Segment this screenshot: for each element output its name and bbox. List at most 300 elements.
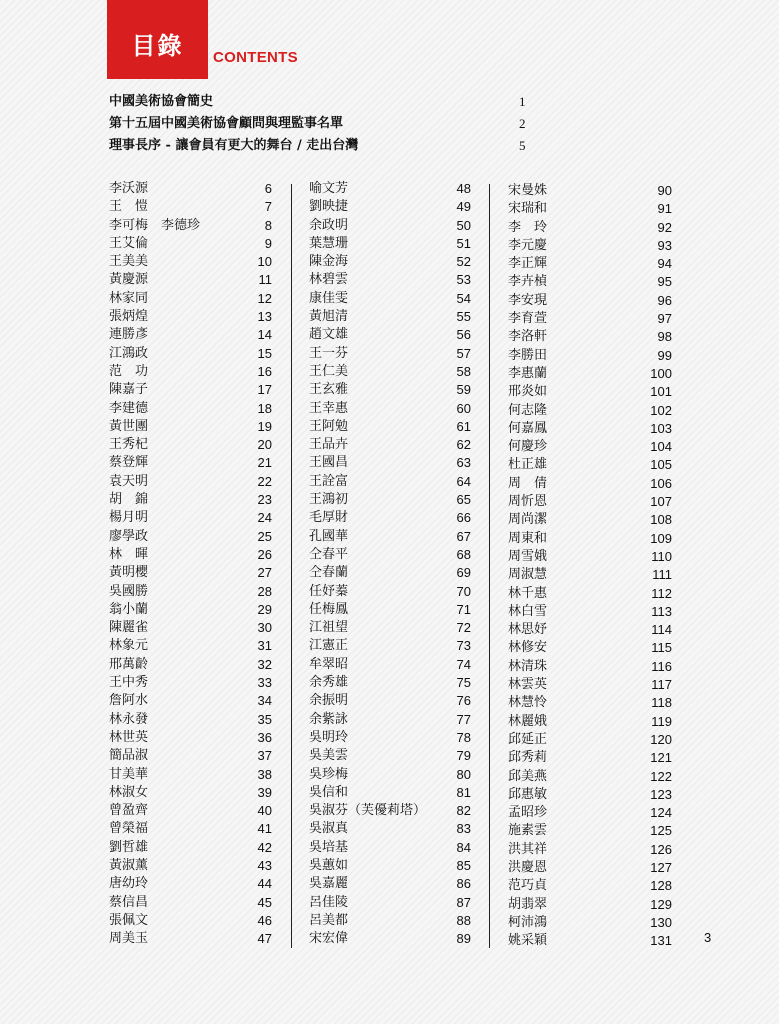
entry-page: 124 [650, 805, 672, 821]
artist-name: 黃旭清 [309, 309, 349, 325]
toc-entry[interactable] [109, 875, 272, 893]
page-number: 3 [704, 930, 712, 945]
toc-entry[interactable] [109, 656, 272, 674]
toc-entry[interactable] [508, 932, 672, 950]
toc-entry[interactable] [508, 420, 672, 438]
artist-name: 王 愷 [109, 199, 149, 215]
artist-name: 吳明玲 [309, 729, 349, 745]
entry-page: 66 [456, 510, 471, 526]
artist-name: 呂美都 [309, 912, 349, 928]
toc-entry[interactable] [309, 473, 471, 491]
toc-entry[interactable] [309, 491, 471, 509]
toc-entry[interactable] [109, 345, 272, 363]
entry-page: 11 [258, 272, 272, 288]
artist-name: 周淑慧 [508, 567, 548, 583]
toc-entry[interactable] [309, 381, 471, 399]
toc-entry[interactable] [508, 822, 672, 840]
toc-entry[interactable] [309, 217, 471, 235]
entry-page: 59 [456, 382, 471, 398]
toc-entry[interactable] [508, 694, 672, 712]
artist-name: 呂佳陵 [309, 894, 349, 910]
entry-page: 88 [456, 912, 471, 928]
toc-entry[interactable] [309, 290, 471, 308]
entry-page: 20 [257, 437, 272, 453]
artist-name: 劉映捷 [309, 199, 349, 215]
toc-entry[interactable] [508, 658, 672, 676]
entry-page: 76 [456, 693, 471, 709]
entry-page: 96 [657, 292, 672, 308]
artist-name: 林思妤 [508, 622, 548, 638]
toc-entry[interactable] [109, 857, 272, 875]
artist-name: 余秀雄 [309, 675, 349, 691]
artist-name: 任梅鳳 [309, 601, 349, 617]
entry-page: 42 [257, 839, 272, 855]
artist-name: 王鴻初 [309, 492, 349, 508]
entry-page: 114 [651, 622, 672, 638]
artist-name: 李惠蘭 [508, 365, 548, 381]
entry-page: 46 [257, 912, 272, 928]
entry-page: 107 [650, 494, 672, 510]
artist-name: 宋瑞和 [508, 201, 548, 217]
toc-entry[interactable] [508, 548, 672, 566]
entry-page: 123 [650, 786, 672, 802]
toc-entry[interactable] [508, 603, 672, 621]
artist-name: 陳金海 [309, 254, 349, 270]
entry-page: 48 [456, 181, 471, 196]
entry-page: 17 [257, 382, 272, 398]
toc-entry[interactable] [109, 820, 272, 838]
toc-entry[interactable] [508, 530, 672, 548]
artist-name: 林象元 [109, 638, 149, 654]
column-divider [489, 184, 490, 948]
entry-page: 79 [456, 748, 471, 764]
toc-entry[interactable] [109, 491, 272, 509]
toc-entry[interactable] [309, 528, 471, 546]
toc-entry[interactable] [309, 400, 471, 418]
entry-page: 78 [456, 729, 471, 745]
entry-page: 33 [257, 675, 272, 691]
artist-name: 黃慶源 [109, 272, 149, 288]
entry-page: 119 [651, 713, 672, 729]
toc-entry[interactable] [109, 473, 272, 491]
toc-entry[interactable] [109, 912, 272, 930]
entry-page: 37 [257, 748, 272, 764]
toc-entry[interactable] [508, 475, 672, 493]
entry-page: 32 [257, 656, 272, 672]
toc-entry[interactable] [309, 802, 471, 820]
entry-page: 98 [657, 329, 672, 345]
entry-page: 13 [257, 309, 272, 325]
toc-entry[interactable] [508, 749, 672, 767]
toc-entry[interactable] [508, 877, 672, 895]
toc-entry[interactable] [109, 601, 272, 619]
toc-entry[interactable] [109, 180, 272, 198]
artist-name: 王幸惠 [309, 400, 349, 416]
artist-name: 吳蕙如 [309, 857, 349, 873]
artist-name: 李 玲 [508, 219, 548, 235]
entry-page: 125 [650, 823, 672, 839]
toc-entry[interactable] [508, 621, 672, 639]
toc-entry[interactable] [508, 310, 672, 328]
toc-entry[interactable] [309, 454, 471, 472]
toc-entry[interactable] [109, 290, 272, 308]
artist-list-column-3 [508, 180, 672, 948]
artist-name: 江憲正 [309, 638, 349, 654]
toc-entry[interactable] [309, 656, 471, 674]
toc-entry[interactable] [309, 583, 471, 601]
artist-name: 吳淑芬（芙優莉塔） [309, 803, 427, 819]
toc-entry[interactable] [508, 731, 672, 749]
artist-name: 李育萱 [508, 311, 548, 327]
entry-page: 74 [456, 656, 471, 672]
toc-entry[interactable] [309, 894, 471, 912]
artist-name: 胡 錦 [109, 492, 149, 508]
entry-page: 83 [456, 821, 471, 837]
artist-name: 吳淑真 [309, 821, 349, 837]
intro-section [109, 91, 549, 157]
entry-page: 2 [519, 116, 526, 131]
toc-entry[interactable] [109, 747, 272, 765]
entry-page: 26 [257, 546, 272, 562]
toc-entry[interactable] [109, 546, 272, 564]
toc-entry[interactable] [309, 271, 471, 289]
artist-name: 林千惠 [508, 585, 548, 601]
artist-list-column-1 [109, 180, 272, 948]
artist-name: 仝春平 [309, 546, 349, 562]
entry-page: 93 [657, 237, 672, 253]
toc-entry[interactable] [508, 841, 672, 859]
toc-entry[interactable] [109, 271, 272, 289]
entry-page: 108 [650, 512, 672, 528]
toc-entry[interactable] [309, 601, 471, 619]
toc-entry[interactable] [309, 436, 471, 454]
toc-entry[interactable] [508, 768, 672, 786]
entry-page: 121 [650, 750, 672, 766]
toc-entry[interactable] [309, 345, 471, 363]
toc-entry[interactable] [109, 564, 272, 582]
entry-page: 47 [257, 931, 272, 947]
artist-name: 江祖望 [309, 620, 349, 636]
artist-name: 林淑女 [109, 784, 149, 800]
toc-entry[interactable] [109, 436, 272, 454]
artist-name: 趙文雄 [309, 327, 349, 343]
toc-entry[interactable] [508, 914, 672, 932]
artist-name: 牟翠昭 [309, 656, 349, 672]
entry-page: 8 [264, 217, 272, 233]
artist-name: 黃明櫻 [109, 565, 149, 581]
toc-entry[interactable] [109, 235, 272, 253]
entry-page: 72 [456, 620, 471, 636]
toc-entry[interactable] [309, 308, 471, 326]
entry-page: 115 [651, 640, 672, 656]
toc-intro-entry[interactable] [109, 135, 549, 157]
entry-page: 128 [650, 878, 672, 894]
artist-name: 余政明 [309, 217, 349, 233]
entry-page: 101 [650, 384, 672, 400]
artist-name: 周忻恩 [508, 494, 548, 510]
toc-entry[interactable] [508, 273, 672, 291]
entry-page: 10 [257, 254, 272, 270]
entry-page: 54 [456, 290, 471, 306]
entry-page: 87 [456, 894, 471, 910]
artist-name: 吳珍梅 [309, 766, 349, 782]
entry-page: 113 [651, 603, 672, 619]
artist-name: 邱秀莉 [508, 750, 548, 766]
page-subtitle: CONTENTS [213, 49, 298, 66]
artist-name: 李正輝 [508, 256, 548, 272]
entry-page: 104 [650, 439, 672, 455]
entry-page: 112 [651, 585, 672, 601]
artist-name: 康佳雯 [309, 290, 349, 306]
toc-entry[interactable] [508, 402, 672, 420]
toc-entry[interactable] [109, 637, 272, 655]
artist-name: 李建德 [109, 400, 149, 416]
toc-entry[interactable] [109, 308, 272, 326]
toc-entry[interactable] [309, 363, 471, 381]
entry-page: 99 [657, 347, 672, 363]
artist-name: 李元慶 [508, 237, 548, 253]
toc-entry[interactable] [309, 839, 471, 857]
toc-entry[interactable] [508, 200, 672, 218]
artist-name: 林慧怜 [508, 695, 548, 711]
artist-name: 林麗娥 [508, 713, 548, 729]
toc-entry[interactable] [309, 637, 471, 655]
toc-entry[interactable] [109, 766, 272, 784]
artist-name: 李洛軒 [508, 329, 548, 345]
entry-page: 77 [456, 711, 471, 727]
artist-name: 王一芬 [309, 345, 349, 361]
toc-entry[interactable] [309, 820, 471, 838]
artist-name: 任妤蓁 [309, 583, 349, 599]
toc-entry[interactable] [508, 896, 672, 914]
toc-entry[interactable] [109, 711, 272, 729]
artist-name: 王仁美 [309, 363, 349, 379]
artist-name: 張佩文 [109, 912, 149, 928]
entry-page: 45 [257, 894, 272, 910]
artist-name: 林 暉 [109, 546, 149, 562]
toc-entry[interactable] [309, 546, 471, 564]
artist-name: 邢萬齡 [109, 656, 149, 672]
artist-name: 周尚潔 [508, 512, 548, 528]
artist-name: 林雲英 [508, 677, 548, 693]
artist-name: 李可梅 李德珍 [109, 217, 201, 233]
toc-entry[interactable] [508, 219, 672, 237]
entry-page: 92 [657, 219, 672, 235]
artist-name: 唐幼玲 [109, 876, 149, 892]
toc-entry[interactable] [508, 585, 672, 603]
artist-name: 宋宏偉 [309, 931, 349, 947]
entry-page: 84 [456, 839, 471, 855]
artist-name: 周 倩 [508, 475, 548, 491]
toc-entry[interactable] [508, 347, 672, 365]
entry-title: 理事長序 - 讓會員有更大的舞台 / 走出台灣 [109, 138, 359, 153]
toc-entry[interactable] [508, 804, 672, 822]
toc-entry[interactable] [508, 456, 672, 474]
entry-page: 111 [652, 567, 672, 583]
artist-name: 宋曼姝 [508, 183, 548, 198]
artist-name: 余紫詠 [309, 711, 349, 727]
toc-entry[interactable] [109, 894, 272, 912]
toc-entry[interactable] [109, 729, 272, 747]
toc-entry[interactable] [109, 454, 272, 472]
toc-entry[interactable] [508, 182, 672, 200]
artist-name: 喻文芳 [309, 181, 349, 196]
artist-name: 吳信和 [309, 784, 349, 800]
toc-intro-entry[interactable] [109, 91, 549, 113]
artist-name: 廖學政 [109, 528, 149, 544]
toc-entry[interactable] [508, 786, 672, 804]
entry-page: 100 [650, 365, 672, 381]
toc-entry[interactable] [508, 859, 672, 877]
entry-page: 117 [651, 677, 672, 693]
toc-entry[interactable] [309, 692, 471, 710]
toc-entry[interactable] [508, 365, 672, 383]
toc-entry[interactable] [109, 528, 272, 546]
entry-page: 109 [650, 530, 672, 546]
toc-entry[interactable] [309, 418, 471, 436]
artist-name: 簡品淑 [109, 748, 149, 764]
toc-entry[interactable] [508, 511, 672, 529]
artist-name: 王秀杞 [109, 437, 149, 453]
toc-entry[interactable] [508, 237, 672, 255]
artist-name: 王美美 [109, 254, 149, 270]
toc-entry[interactable] [309, 198, 471, 216]
toc-entry[interactable] [309, 253, 471, 271]
entry-page: 58 [456, 363, 471, 379]
toc-entry[interactable] [109, 583, 272, 601]
artist-name: 林世英 [109, 729, 149, 745]
entry-page: 35 [257, 711, 272, 727]
toc-entry[interactable] [309, 235, 471, 253]
entry-page: 27 [257, 565, 272, 581]
entry-page: 25 [257, 528, 272, 544]
toc-entry[interactable] [109, 326, 272, 344]
artist-name: 吳培基 [309, 839, 349, 855]
toc-entry[interactable] [309, 912, 471, 930]
artist-name: 李勝田 [508, 347, 548, 363]
toc-entry[interactable] [309, 674, 471, 692]
toc-entry[interactable] [508, 493, 672, 511]
entry-page: 7 [264, 199, 272, 215]
artist-name: 林永發 [109, 711, 149, 727]
entry-page: 36 [257, 729, 272, 745]
artist-name: 姚采穎 [508, 933, 548, 949]
toc-entry[interactable] [109, 198, 272, 216]
toc-entry[interactable] [508, 639, 672, 657]
entry-page: 94 [657, 256, 672, 272]
artist-name: 吳美雲 [309, 748, 349, 764]
toc-entry[interactable] [508, 328, 672, 346]
entry-page: 81 [456, 784, 471, 800]
artist-name: 李沃源 [109, 181, 149, 196]
toc-entry[interactable] [309, 619, 471, 637]
toc-entry[interactable] [508, 566, 672, 584]
toc-entry[interactable] [109, 802, 272, 820]
entry-page: 129 [650, 896, 672, 912]
artist-name: 吳嘉麗 [309, 876, 349, 892]
toc-entry[interactable] [309, 747, 471, 765]
toc-entry[interactable] [309, 509, 471, 527]
artist-name: 劉哲雄 [109, 839, 149, 855]
entry-page: 24 [257, 510, 272, 526]
toc-intro-entry[interactable] [109, 113, 549, 135]
toc-entry[interactable] [109, 418, 272, 436]
entry-page: 21 [257, 455, 272, 471]
artist-name: 孟昭珍 [508, 805, 548, 821]
artist-list-column-2 [309, 180, 471, 948]
toc-entry[interactable] [508, 383, 672, 401]
toc-entry[interactable] [309, 180, 471, 198]
entry-page: 127 [650, 859, 672, 875]
toc-entry[interactable] [109, 619, 272, 637]
toc-entry[interactable] [508, 713, 672, 731]
entry-page: 80 [456, 766, 471, 782]
toc-entry[interactable] [109, 400, 272, 418]
toc-entry[interactable] [109, 674, 272, 692]
entry-page: 95 [657, 274, 672, 290]
toc-entry[interactable] [508, 292, 672, 310]
artist-name: 王中秀 [109, 675, 149, 691]
entry-page: 41 [257, 821, 272, 837]
artist-name: 王國昌 [309, 455, 349, 471]
toc-entry[interactable] [109, 692, 272, 710]
entry-page: 22 [257, 473, 272, 489]
toc-entry[interactable] [508, 255, 672, 273]
artist-name: 曾盈齊 [109, 803, 149, 819]
artist-name: 張炳煌 [109, 309, 149, 325]
page-title: 目錄 [131, 31, 184, 60]
toc-entry[interactable] [109, 253, 272, 271]
toc-entry[interactable] [309, 930, 471, 948]
entry-page: 44 [257, 876, 272, 892]
entry-page: 40 [257, 803, 272, 819]
toc-entry[interactable] [109, 363, 272, 381]
toc-entry[interactable] [109, 839, 272, 857]
toc-entry[interactable] [109, 217, 272, 235]
toc-entry[interactable] [309, 711, 471, 729]
toc-entry[interactable] [309, 326, 471, 344]
toc-entry[interactable] [109, 509, 272, 527]
toc-entry[interactable] [109, 784, 272, 802]
artist-name: 李安現 [508, 292, 548, 308]
artist-name: 余振明 [309, 693, 349, 709]
toc-entry[interactable] [309, 875, 471, 893]
entry-page: 18 [257, 400, 272, 416]
toc-entry[interactable] [309, 784, 471, 802]
artist-name: 林白雪 [508, 603, 548, 619]
artist-name: 柯沛鴻 [508, 914, 548, 930]
entry-page: 14 [257, 327, 272, 343]
artist-name: 王艾倫 [109, 235, 149, 251]
entry-page: 60 [456, 400, 471, 416]
artist-name: 林家同 [109, 290, 149, 306]
toc-entry[interactable] [508, 438, 672, 456]
toc-entry[interactable] [109, 930, 272, 948]
entry-page: 52 [456, 254, 471, 270]
toc-entry[interactable] [109, 381, 272, 399]
toc-entry[interactable] [508, 676, 672, 694]
toc-entry[interactable] [309, 564, 471, 582]
entry-page: 126 [650, 841, 672, 857]
entry-page: 89 [456, 931, 471, 947]
toc-entry[interactable] [309, 766, 471, 784]
entry-page: 56 [456, 327, 471, 343]
entry-page: 19 [257, 418, 272, 434]
entry-page: 64 [456, 473, 471, 489]
entry-page: 68 [456, 546, 471, 562]
toc-entry[interactable] [309, 729, 471, 747]
toc-entry[interactable] [309, 857, 471, 875]
